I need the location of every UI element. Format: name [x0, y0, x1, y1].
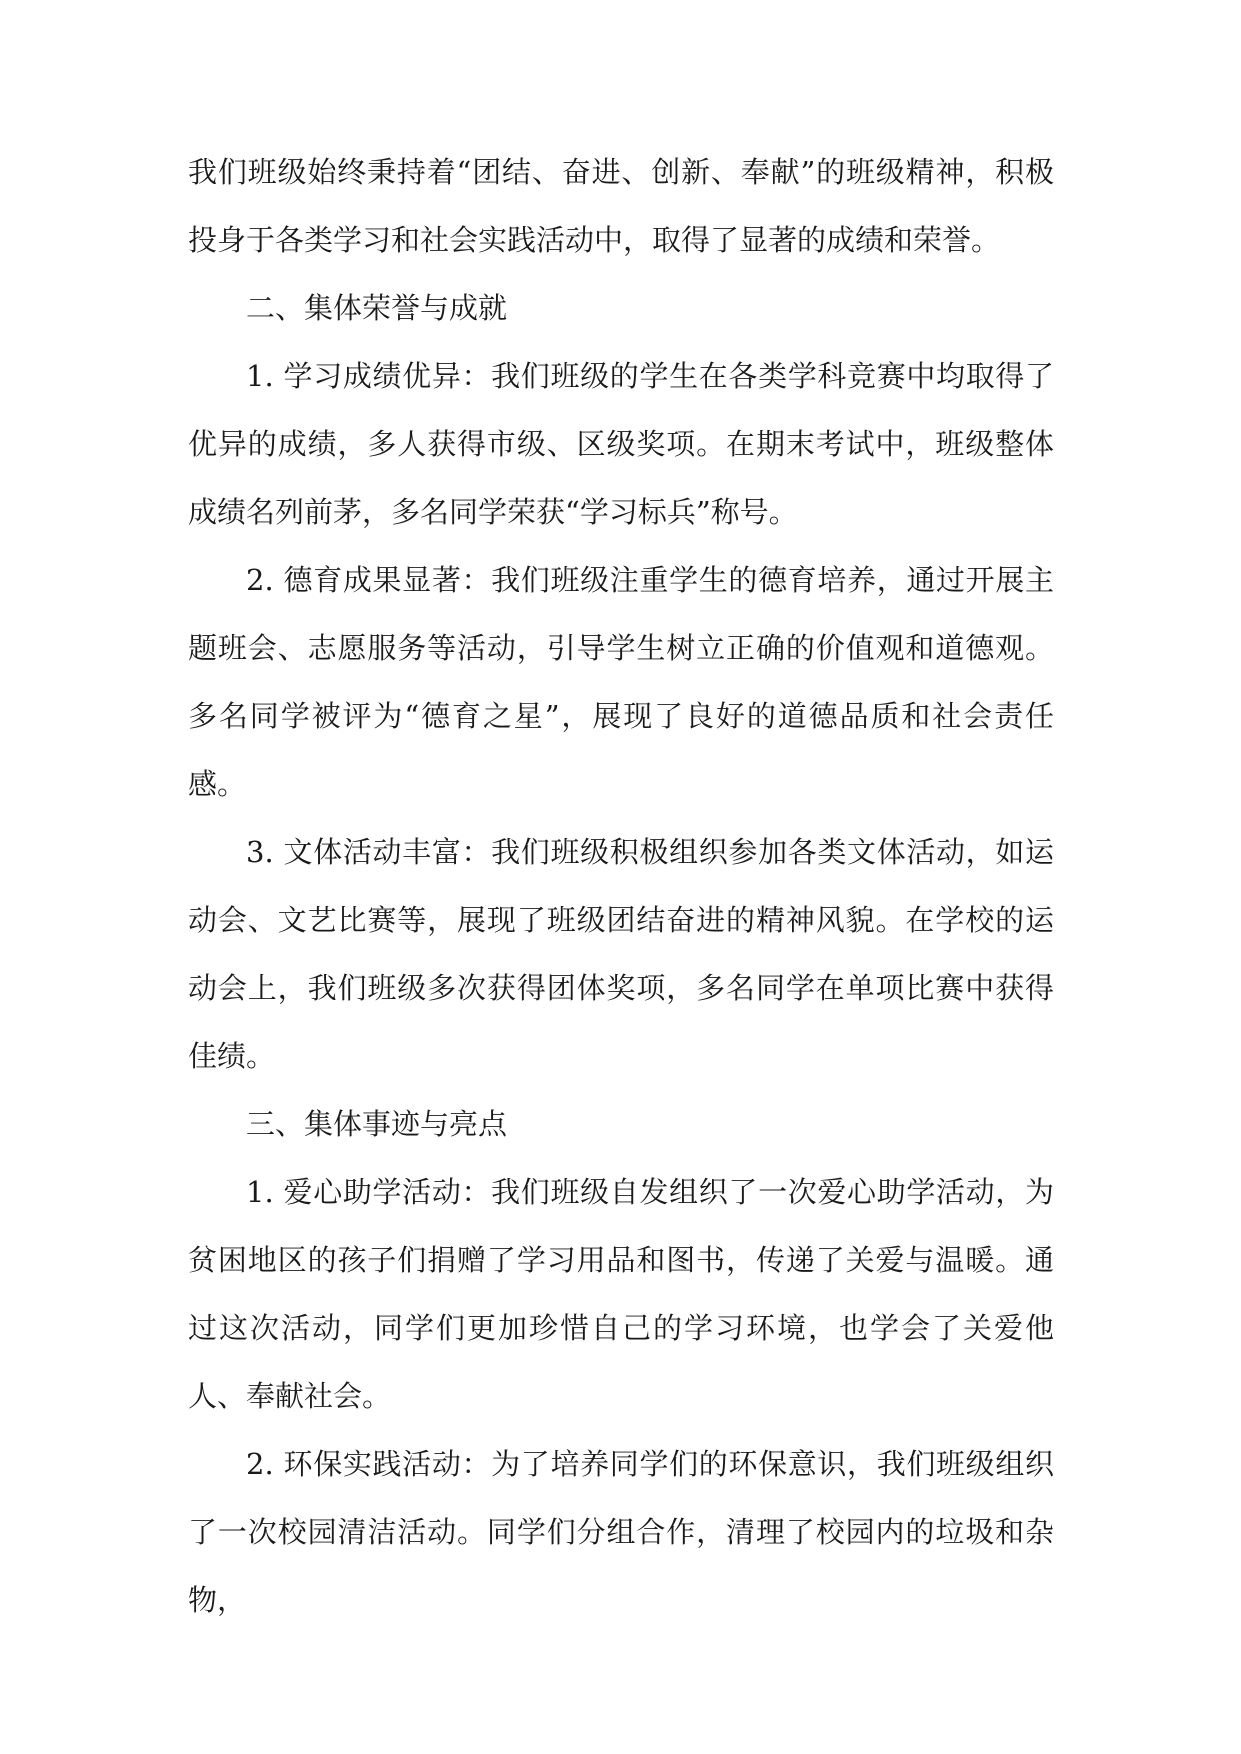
document-body [188, 138, 1054, 1634]
paragraph-sports-arts: 3. 文体活动丰富：我们班级积极组织参加各类文体活动，如运动会、文艺比赛等，展现了班级团结奋进的精神风貌。在学校的运动会上，我们班级多次获得团体奖项，多名同学在单项比赛中获得佳绩。 [188, 835, 1054, 1073]
paragraph-charity-activity: 1. 爱心助学活动：我们班级自发组织了一次爱心助学活动，为贫困地区的孩子们捐赠了学习用品和图书，传递了关爱与温暖。通过这次活动，同学们更加珍惜自己的学习环境，也学会了关爱他人、奉献社会。 [188, 1175, 1054, 1413]
paragraph-academic-performance: 1. 学习成绩优异：我们班级的学生在各类学科竞赛中均取得了优异的成绩，多人获得市级、区级奖项。在期末考试中，班级整体成绩名列前茅，多名同学荣获“学习标兵”称号。 [188, 359, 1054, 529]
section-heading-collective-deeds: 三、集体事迹与亮点 [246, 1107, 508, 1141]
paragraph-moral-education: 2. 德育成果显著：我们班级注重学生的德育培养，通过开展主题班会、志愿服务等活动，引导学生树立正确的价值观和道德观。多名同学被评为“德育之星”，展现了良好的道德品质和社会责任感。 [188, 563, 1054, 801]
section-heading-collective-honors: 二、集体荣誉与成就 [246, 291, 508, 325]
paragraph-environmental-activity: 2. 环保实践活动：为了培养同学们的环保意识，我们班级组织了一次校园清洁活动。同学们分组合作，清理了校园内的垃圾和杂物， [188, 1447, 1054, 1617]
paragraph-intro: 我们班级始终秉持着“团结、奋进、创新、奉献”的班级精神，积极投身于各类学习和社会实践活动中，取得了显著的成绩和荣誉。 [188, 155, 1054, 257]
